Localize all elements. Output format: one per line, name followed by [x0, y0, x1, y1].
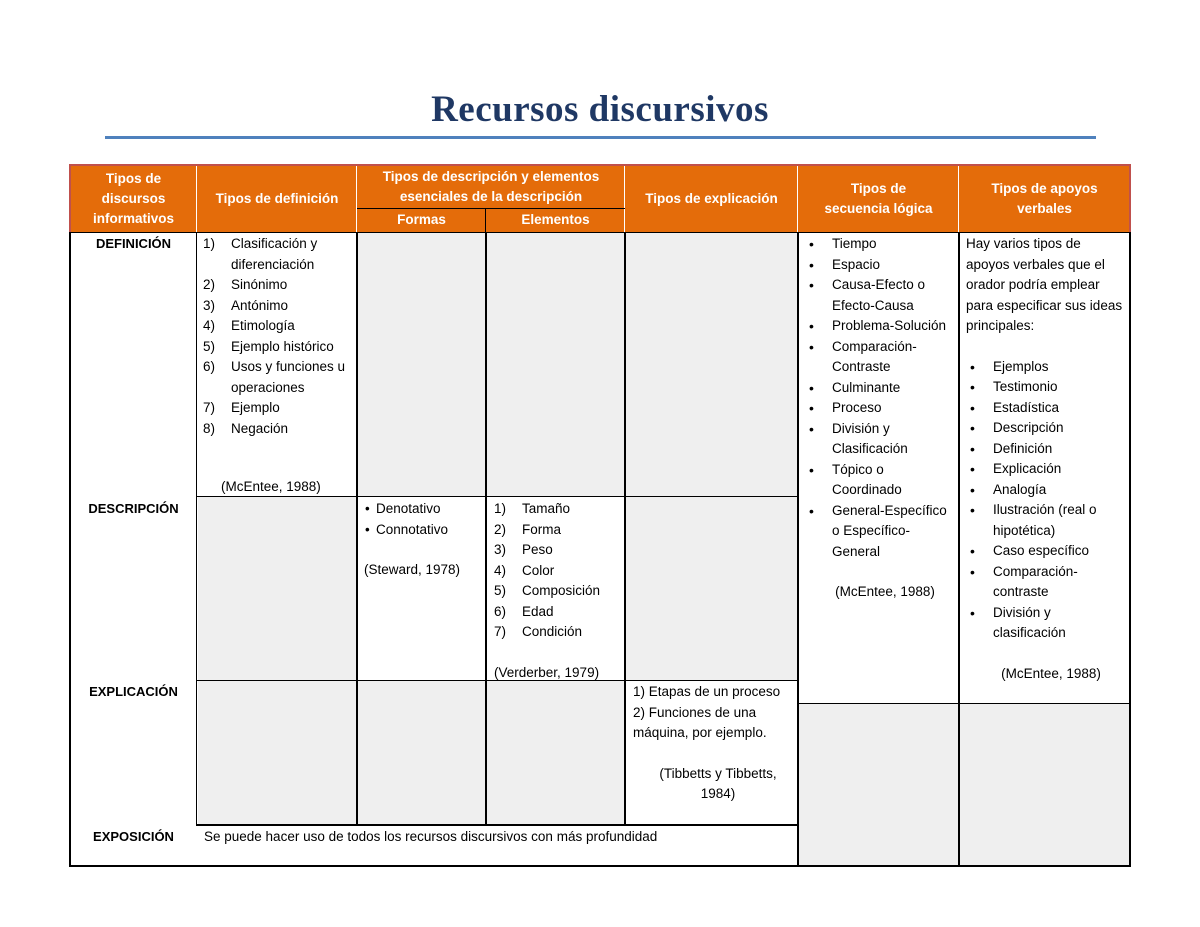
elementos-list [494, 499, 624, 643]
list-item: 4) Color [494, 562, 555, 578]
header-divider [356, 166, 357, 232]
list-item: • Descripción [966, 418, 1126, 439]
header-formas: Formas [357, 208, 486, 232]
exposicion-text: Se puede hacer uso de todos los recursos discursivos con más profundidad [204, 829, 658, 844]
list-item: 1) Etapas de un proceso [633, 684, 781, 699]
formas-citation: (Steward, 1978) [364, 562, 461, 577]
header-tipos-explicacion: Tipos de explicación [625, 165, 798, 232]
grid-line [1129, 232, 1131, 867]
explicacion-cell [633, 682, 793, 805]
header-elementos: Elementos [486, 208, 625, 232]
grid-line [356, 232, 358, 826]
apoyos-list [966, 357, 1126, 644]
header-divider [196, 166, 197, 232]
list-item: 7) Condición [494, 624, 583, 639]
formas-cell [364, 499, 484, 581]
list-item: 1) Tamaño [494, 501, 571, 516]
header-border [1129, 164, 1131, 232]
list-item: • Tópico o Coordinado [805, 460, 955, 501]
header-divider [958, 166, 959, 232]
apoyos-intro: Hay varios tipos de apoyos verbales que el orador podría emplear para especificar sus ideas principales: [966, 236, 1123, 333]
list-item: • Causa-Efecto o Efecto-Causa [805, 275, 955, 316]
empty-cell [799, 704, 958, 865]
row-label-explicacion: EXPLICACIÓN [89, 684, 178, 699]
page-title: Recursos discursivos [431, 89, 769, 130]
header-tipos-discursos: Tipos de discursos informativos [70, 165, 197, 232]
empty-cell [487, 233, 624, 496]
header-divider [485, 208, 486, 232]
header-tipos-secuencia: Tipos de secuencia lógica [798, 165, 959, 232]
elementos-citation: (Verderber, 1979) [494, 664, 600, 680]
grid-line [69, 865, 1131, 867]
empty-cell [626, 497, 797, 680]
header-divider [624, 166, 625, 232]
list-item: 7) Ejemplo [203, 400, 280, 415]
list-item: • Ilustración (real o hipotética) [966, 500, 1126, 541]
header-divider [357, 208, 625, 209]
grid-line [197, 824, 798, 826]
header-border [69, 164, 1131, 166]
list-item: • Comparación-contraste [966, 562, 1126, 603]
list-item: • Definición [966, 439, 1126, 460]
grid-line [797, 232, 799, 867]
list-item: 2) Forma [494, 521, 562, 537]
empty-cell [198, 497, 356, 680]
list-item: 5) Composición [494, 583, 601, 598]
formas-list [364, 499, 484, 540]
secuencia-cell [805, 234, 955, 603]
elementos-cell [494, 499, 624, 683]
list-item: • División y Clasificación [805, 419, 955, 460]
header-tipos-definicion: Tipos de definición [197, 165, 357, 232]
header-tipos-descripcion: Tipos de descripción y elementos esenciales de la descripción [357, 165, 625, 208]
grid-line [69, 232, 71, 867]
header-divider [797, 166, 798, 232]
header-border [69, 164, 71, 232]
list-item: 3) Antónimo [203, 297, 289, 313]
list-item: • Estadística [966, 398, 1126, 419]
list-item: 2) Funciones de una máquina, por ejemplo. [633, 704, 767, 740]
grid-line [798, 703, 1130, 704]
list-item: • División y clasificación [966, 603, 1126, 644]
row-label-descripcion: DESCRIPCIÓN [88, 501, 179, 516]
empty-cell [358, 233, 485, 496]
header-tipos-apoyos: Tipos de apoyos verbales [959, 165, 1130, 232]
list-item: • Connotativo [364, 520, 484, 541]
list-item: • Culminante [805, 378, 955, 399]
list-item: 4) Etimología [203, 318, 295, 333]
list-item: 8) Negación [203, 420, 289, 436]
list-item: 5) Ejemplo histórico [203, 338, 334, 354]
list-item: 2) Sinónimo [203, 277, 288, 292]
apoyos-citation: (McEntee, 1988) [1001, 665, 1101, 681]
definicion-list [203, 234, 355, 439]
empty-cell [487, 681, 624, 824]
grid-line [196, 232, 197, 826]
secuencia-citation: (McEntee, 1988) [835, 584, 935, 599]
title-underline [105, 136, 1096, 139]
list-item: • Proceso [805, 398, 955, 419]
empty-cell [960, 704, 1129, 865]
explicacion-citation: (Tibbetts y Tibbetts, 1984) [659, 765, 777, 801]
list-item: • Espacio [805, 255, 955, 276]
list-item: • Analogía [966, 480, 1126, 501]
grid-line [485, 232, 487, 826]
row-label-definicion: DEFINICIÓN [95, 236, 172, 251]
list-item: • Ejemplos [966, 357, 1126, 378]
definicion-citation: (McEntee, 1988) [221, 479, 321, 494]
grid-line [69, 232, 1131, 233]
apoyos-cell [966, 234, 1126, 684]
list-item: 6) Edad [494, 603, 554, 619]
list-item: • Denotativo [364, 499, 484, 520]
list-item: • Problema-Solución [805, 316, 955, 337]
row-label-exposicion: EXPOSICIÓN [93, 829, 174, 844]
empty-cell [198, 681, 356, 824]
empty-cell [626, 233, 797, 496]
secuencia-list [805, 234, 955, 562]
grid-line [197, 680, 798, 681]
list-item: • Caso específico [966, 541, 1126, 562]
list-item: 6) Usos y funciones u operaciones [203, 359, 346, 395]
list-item: • Testimonio [966, 377, 1126, 398]
list-item: • Tiempo [805, 234, 955, 255]
grid-line [958, 232, 960, 867]
list-item: • Explicación [966, 459, 1126, 480]
list-item: • Comparación-Contraste [805, 337, 955, 378]
list-item: • General-Específico o Específico-General [805, 501, 955, 563]
list-item: 3) Peso [494, 542, 553, 557]
grid-line [197, 496, 798, 497]
empty-cell [358, 681, 485, 824]
grid-line [624, 232, 626, 826]
list-item: 1) Clasificación y diferenciación [203, 236, 318, 272]
definicion-cell [203, 234, 355, 439]
